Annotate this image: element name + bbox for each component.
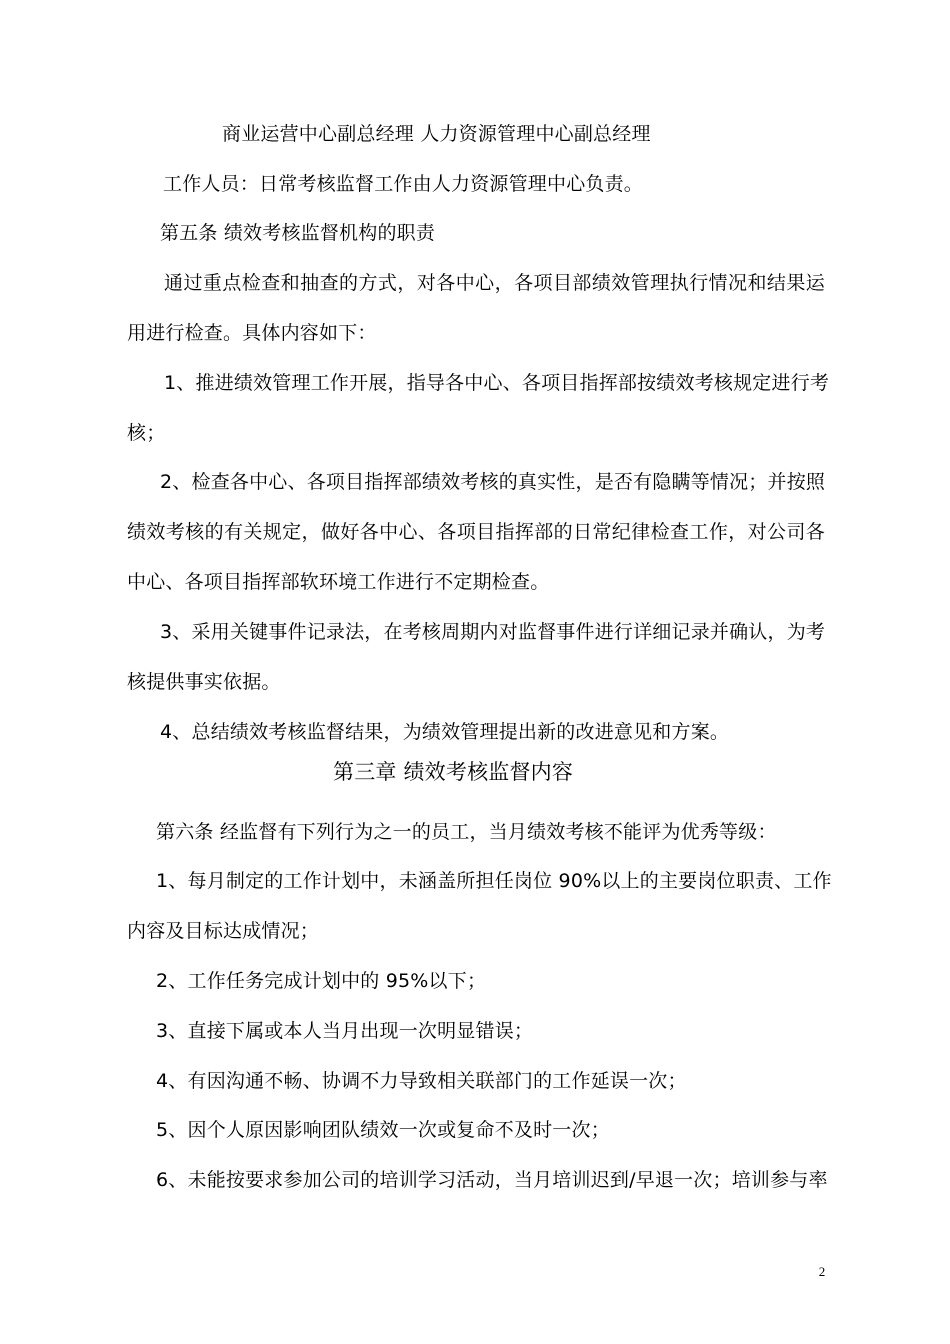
list-item-line: 核提供事实依据。	[127, 671, 281, 693]
paragraph-line: 通过重点检查和抽查的方式，对各中心，各项目部绩效管理执行情况和结果运	[164, 272, 825, 294]
paragraph-line: 用进行检查。具体内容如下：	[127, 322, 377, 344]
list-item-line: 3、采用关键事件记录法，在考核周期内对监督事件进行详细记录并确认，为考	[160, 621, 826, 643]
staff-statement: 工作人员：日常考核监督工作由人力资源管理中心负责。	[163, 173, 644, 195]
list-item-line: 内容及目标达成情况；	[127, 920, 320, 942]
list-item-line: 2、检查各中心、各项目指挥部绩效考核的真实性，是否有隐瞒等情况；并按照	[160, 471, 826, 493]
chapter-3-heading: 第三章 绩效考核监督内容	[333, 760, 574, 784]
signatory-titles: 商业运营中心副总经理 人力资源管理中心副总经理	[222, 123, 651, 145]
list-item-line: 绩效考核的有关规定，做好各中心、各项目指挥部的日常纪律检查工作，对公司各	[127, 521, 825, 543]
article-5-heading: 第五条 绩效考核监督机构的职责	[160, 222, 436, 244]
list-item-line: 3、直接下属或本人当月出现一次明显错误；	[156, 1020, 534, 1042]
list-item-line: 1、推进绩效管理工作开展，指导各中心、各项目指挥部按绩效考核规定进行考	[164, 372, 830, 394]
article-6-heading: 第六条 经监督有下列行为之一的员工，当月绩效考核不能评为优秀等级：	[156, 821, 777, 843]
list-item-line: 5、因个人原因影响团队绩效一次或复命不及时一次；	[156, 1119, 610, 1141]
list-item-line: 6、未能按要求参加公司的培训学习活动，当月培训迟到/早退一次；培训参与率	[156, 1169, 828, 1191]
list-item-line: 2、工作任务完成计划中的 95%以下；	[156, 970, 487, 992]
list-item-line: 中心、各项目指挥部软环境工作进行不定期检查。	[127, 571, 550, 593]
page-number: 2	[818, 1264, 826, 1279]
list-item-line: 1、每月制定的工作计划中，未涵盖所担任岗位 90%以上的主要岗位职责、工作	[156, 870, 832, 892]
list-item-line: 4、有因沟通不畅、协调不力导致相关联部门的工作延误一次；	[156, 1070, 687, 1092]
list-item-line: 核；	[127, 422, 166, 444]
list-item-line: 4、总结绩效考核监督结果，为绩效管理提出新的改进意见和方案。	[160, 721, 730, 743]
